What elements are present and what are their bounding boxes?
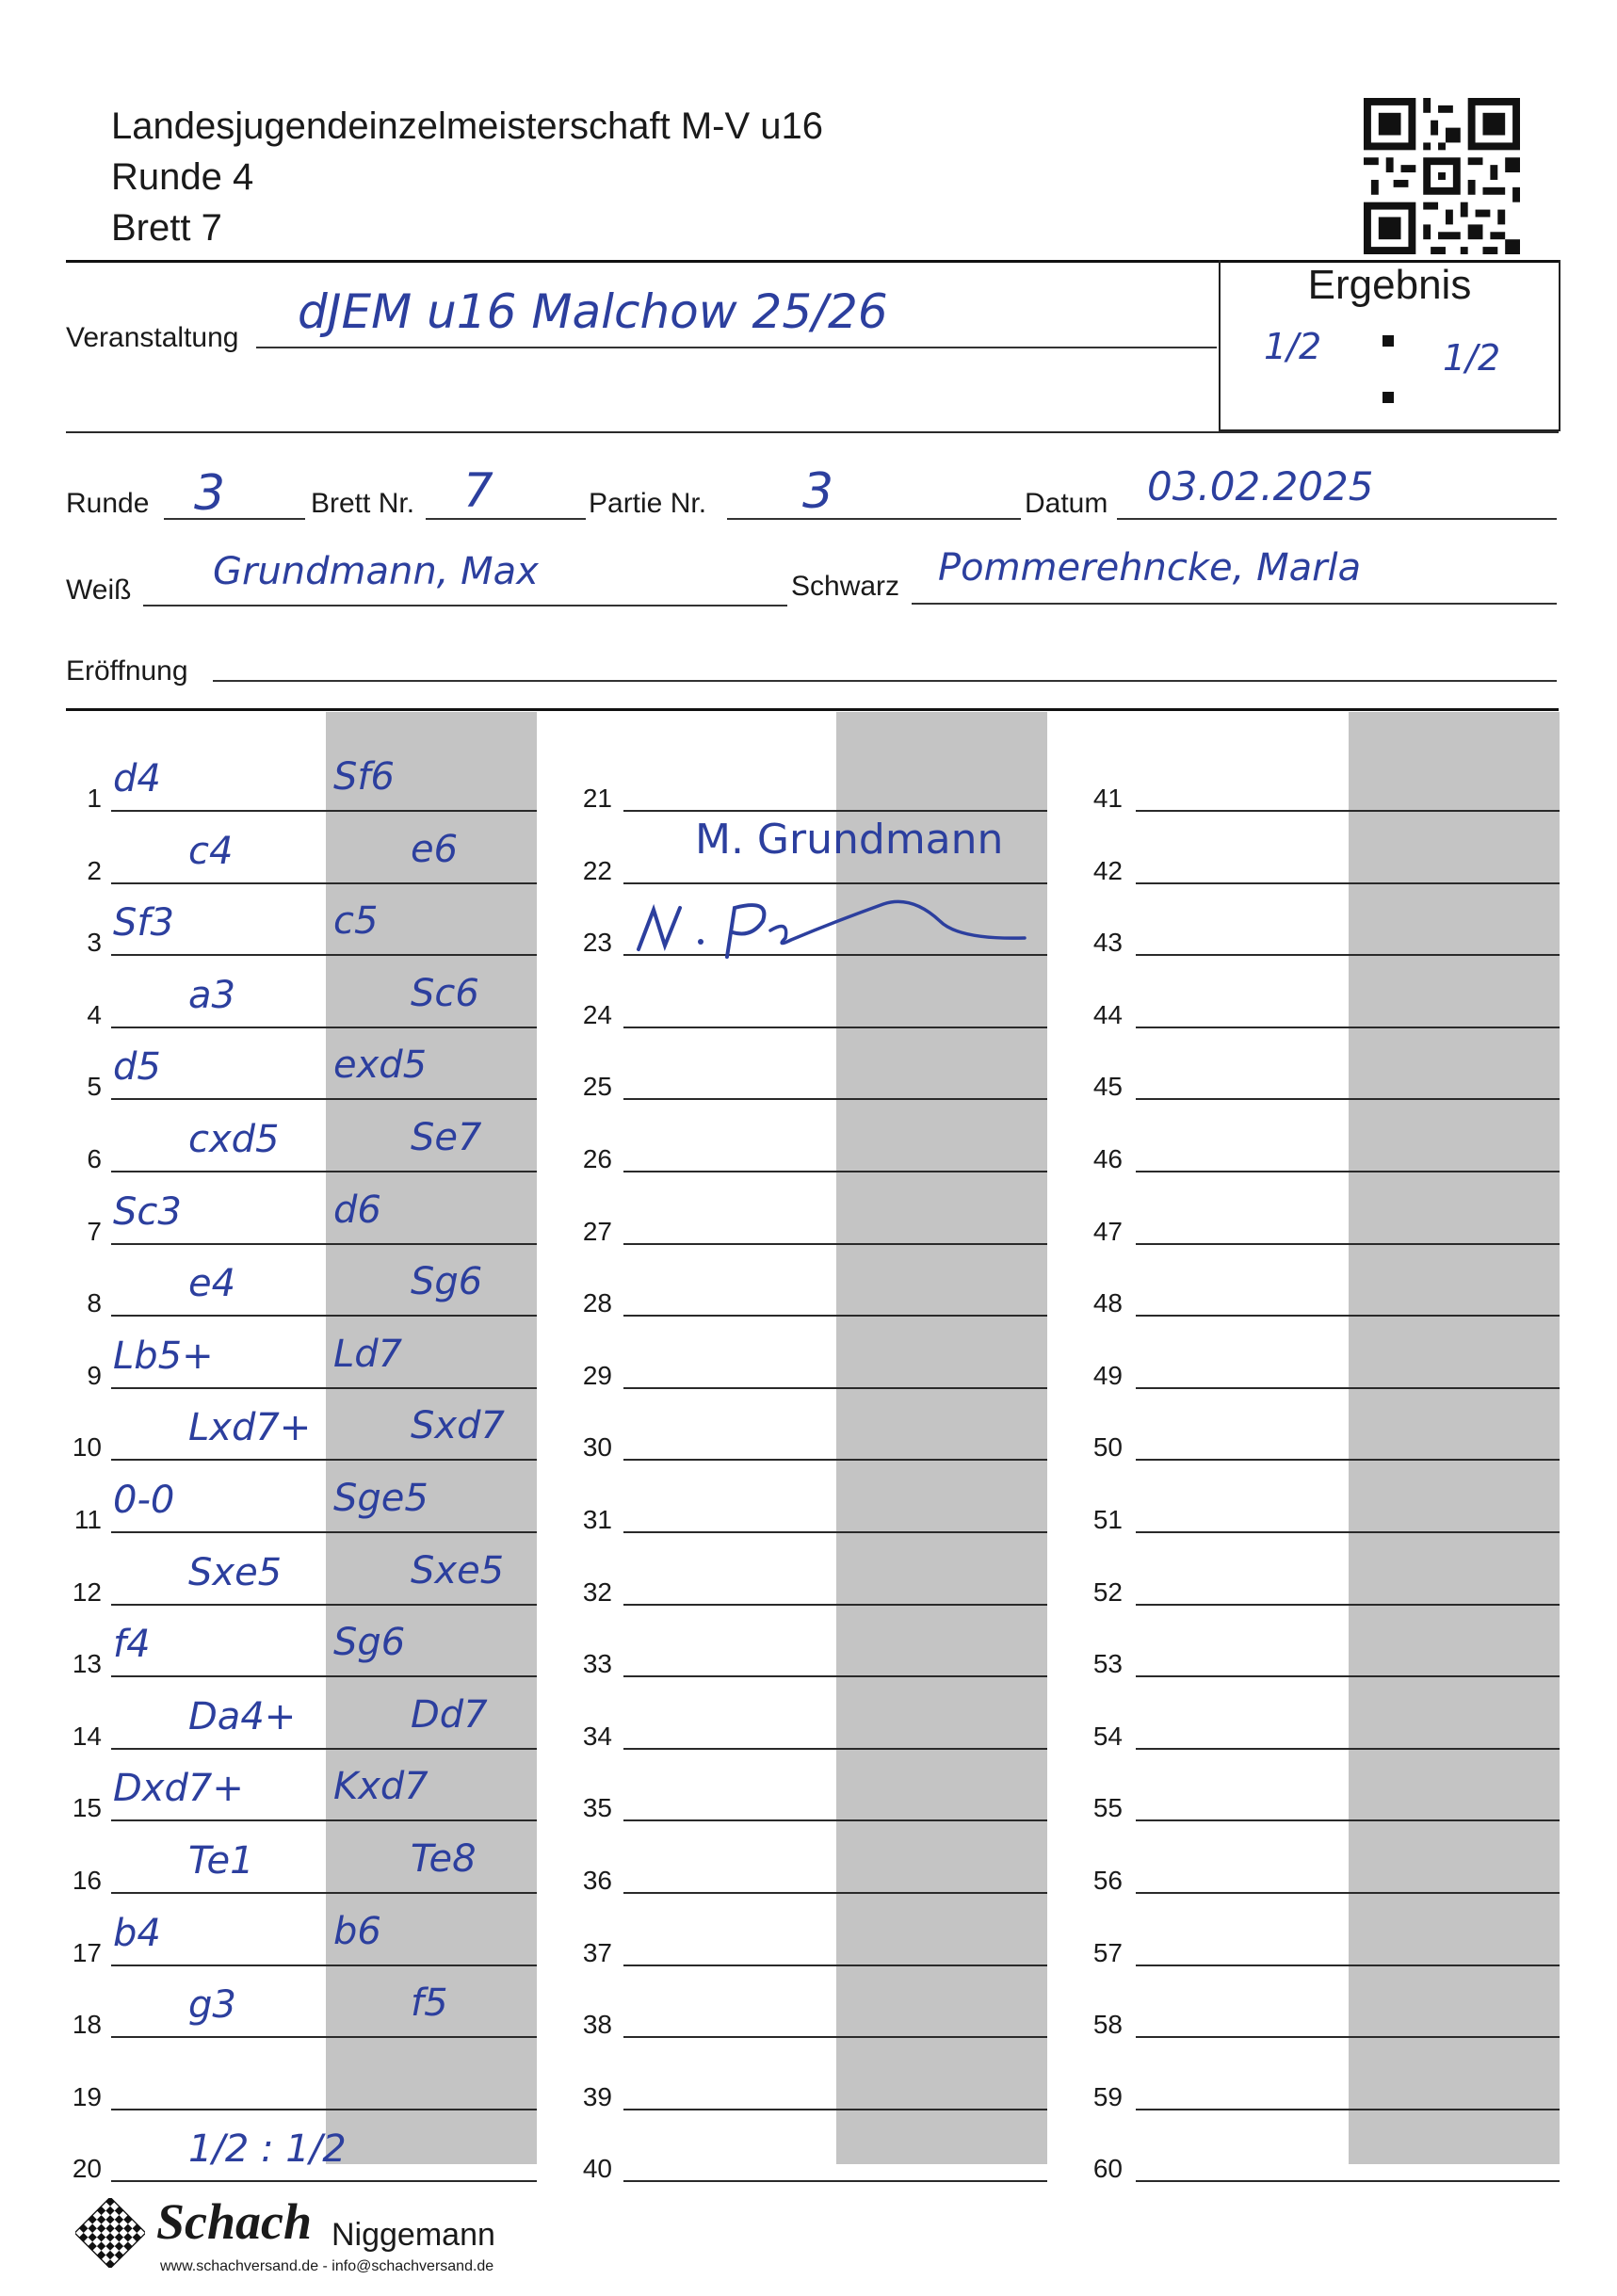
move-row-line[interactable] <box>111 1965 537 1966</box>
event-value: dJEM u16 Malchow 25/26 <box>298 284 888 339</box>
move-row-line[interactable] <box>623 810 1047 812</box>
move-row-line[interactable] <box>623 2109 1047 2110</box>
move-number: 20 <box>72 2154 102 2184</box>
white-move: e4 <box>188 1262 236 1306</box>
move-number: 19 <box>72 2081 102 2111</box>
game-field[interactable] <box>727 484 1021 520</box>
black-move: e6 <box>411 827 459 871</box>
white-move: g3 <box>188 1983 236 2028</box>
move-number: 15 <box>72 1793 102 1823</box>
move-row-line[interactable] <box>1136 1459 1560 1461</box>
move-row-line[interactable] <box>623 1892 1047 1894</box>
move-number: 45 <box>1092 1072 1123 1102</box>
move-row-line[interactable] <box>1136 1098 1560 1100</box>
move-number: 16 <box>72 1866 102 1895</box>
black-move: Sge5 <box>333 1477 429 1520</box>
black-value: Pommerehncke, Marla <box>938 546 1362 590</box>
black-move: Se7 <box>411 1116 482 1159</box>
move-number: 31 <box>582 1505 612 1534</box>
move-row-line[interactable] <box>623 1387 1047 1389</box>
move-row-line[interactable] <box>623 1675 1047 1677</box>
move-row-line[interactable] <box>111 1748 537 1750</box>
move-number: 59 <box>1092 2081 1123 2111</box>
move-number: 49 <box>1092 1360 1123 1390</box>
move-number: 56 <box>1092 1866 1123 1895</box>
round-heading: Runde 4 <box>111 156 254 198</box>
result-dot-lower <box>1383 392 1394 403</box>
move-row-line[interactable] <box>1136 1531 1560 1533</box>
move-number: 47 <box>1092 1216 1123 1246</box>
move-number: 58 <box>1092 2010 1123 2040</box>
move-number: 42 <box>1092 855 1123 885</box>
move-number: 27 <box>582 1216 612 1246</box>
black-move: Ld7 <box>333 1332 403 1376</box>
white-value: Grundmann, Max <box>213 550 539 593</box>
black-move: d6 <box>333 1188 381 1232</box>
move-number: 33 <box>582 1649 612 1679</box>
move-row-line[interactable] <box>111 2036 537 2038</box>
result-white: 1/2 <box>1264 326 1322 367</box>
move-row-line[interactable] <box>111 1027 537 1028</box>
move-row-line[interactable] <box>1136 954 1560 956</box>
move-row-line[interactable] <box>111 1098 537 1100</box>
white-move: cxd5 <box>188 1118 280 1161</box>
move-number: 2 <box>87 855 102 885</box>
move-number: 37 <box>582 1937 612 1967</box>
move-row-line[interactable] <box>1136 1027 1560 1028</box>
round-value: 3 <box>194 465 226 522</box>
move-number: 43 <box>1092 928 1123 958</box>
qr-code-icon <box>1364 98 1520 254</box>
move-row-line[interactable] <box>623 1819 1047 1821</box>
move-row-line[interactable] <box>111 1531 537 1533</box>
move-number: 54 <box>1092 1721 1123 1751</box>
move-number: 1 <box>87 784 102 813</box>
black-move: Sg6 <box>333 1621 406 1665</box>
signature <box>629 883 1034 968</box>
move-number: 57 <box>1092 1937 1123 1967</box>
move-number: 9 <box>87 1360 102 1390</box>
footer-brand-suffix: Niggemann <box>331 2217 495 2253</box>
move-number: 25 <box>582 1072 612 1102</box>
date-label: Datum <box>1025 488 1108 519</box>
move-number: 29 <box>582 1360 612 1390</box>
move-number: 34 <box>582 1721 612 1751</box>
move-number: 39 <box>582 2081 612 2111</box>
move-number: 55 <box>1092 1793 1123 1823</box>
move-row-line[interactable] <box>1136 1315 1560 1317</box>
result-box <box>1219 260 1560 431</box>
move-row-line[interactable] <box>1136 1675 1560 1677</box>
black-move: Sf6 <box>333 755 395 799</box>
white-move: Sxe5 <box>188 1550 283 1594</box>
white-move: Sc3 <box>113 1189 182 1234</box>
move-row-line[interactable] <box>623 1604 1047 1606</box>
move-row-line[interactable] <box>111 810 537 812</box>
black-move: Sc6 <box>411 971 479 1015</box>
black-move: Sxe5 <box>411 1548 505 1593</box>
move-number: 50 <box>1092 1432 1123 1463</box>
move-row-line[interactable] <box>1136 2180 1560 2182</box>
move-row-line[interactable] <box>1136 1748 1560 1750</box>
move-number: 6 <box>87 1144 102 1173</box>
black-move: c5 <box>333 899 379 944</box>
move-number: 35 <box>582 1793 612 1823</box>
move-number: 28 <box>582 1288 612 1318</box>
move-row-line[interactable] <box>1136 2036 1560 2038</box>
white-move: 0-0 <box>113 1479 175 1522</box>
move-number: 3 <box>87 928 102 958</box>
white-label: Weiß <box>66 574 132 606</box>
move-row-line[interactable] <box>111 2109 537 2110</box>
move-row-line[interactable] <box>1136 1604 1560 1606</box>
round-label: Runde <box>66 488 150 519</box>
move-number: 13 <box>72 1649 102 1679</box>
white-move: f4 <box>113 1623 151 1667</box>
move-number: 21 <box>582 784 612 813</box>
move-row-line[interactable] <box>623 1459 1047 1461</box>
move-row-line[interactable] <box>1136 1892 1560 1894</box>
opening-field[interactable] <box>213 650 1557 682</box>
move-row-line[interactable] <box>623 1171 1047 1172</box>
move-number: 17 <box>72 1937 102 1967</box>
move-row-line[interactable] <box>1136 1171 1560 1172</box>
move-row-line[interactable] <box>111 1892 537 1894</box>
white-move: Dxd7+ <box>113 1767 244 1811</box>
move-row-line[interactable] <box>623 1315 1047 1317</box>
move-row-line[interactable] <box>1136 1819 1560 1821</box>
move-row-line[interactable] <box>111 1315 537 1317</box>
move-number: 44 <box>1092 999 1123 1029</box>
white-move: Te1 <box>188 1839 254 1883</box>
result-dot-upper <box>1383 335 1394 347</box>
move-number: 7 <box>87 1216 102 1246</box>
move-number: 14 <box>72 1721 102 1751</box>
move-number: 22 <box>582 855 612 885</box>
move-row-line[interactable] <box>623 1098 1047 1100</box>
move-row-line[interactable] <box>1136 1965 1560 1966</box>
move-row-line[interactable] <box>623 2036 1047 2038</box>
move-row-line[interactable] <box>623 1748 1047 1750</box>
move-number: 46 <box>1092 1144 1123 1173</box>
move-row-line[interactable] <box>111 2180 537 2182</box>
move-row-line[interactable] <box>111 1171 537 1172</box>
white-move: Lb5+ <box>113 1334 214 1378</box>
move-number: 36 <box>582 1866 612 1895</box>
board-value: 7 <box>463 463 493 518</box>
chessboard-logo-icon <box>75 2198 145 2268</box>
event-title: Landesjugendeinzelmeisterschaft M-V u16 <box>111 105 823 147</box>
move-number: 5 <box>87 1072 102 1102</box>
move-number: 53 <box>1092 1649 1123 1679</box>
white-move: Da4+ <box>188 1694 297 1738</box>
white-move: d4 <box>113 757 161 800</box>
black-move: Sxd7 <box>411 1404 505 1448</box>
footer-contact: www.schachversand.de - info@schachversand.de <box>160 2258 494 2274</box>
white-move: b4 <box>113 1911 161 1955</box>
move-row-line[interactable] <box>1136 810 1560 812</box>
move-row-line[interactable] <box>111 1675 537 1677</box>
move-row-line[interactable] <box>623 1243 1047 1245</box>
move-number: 10 <box>72 1432 102 1463</box>
move-number: 11 <box>73 1505 102 1534</box>
move-row-line[interactable] <box>111 882 537 884</box>
black-move: f5 <box>411 1981 448 2026</box>
result-black: 1/2 <box>1443 337 1501 379</box>
move-number: 52 <box>1092 1576 1123 1607</box>
event-label: Veranstaltung <box>66 322 239 353</box>
date-value: 03.02.2025 <box>1147 463 1374 509</box>
white-move: d5 <box>113 1045 161 1090</box>
move-row-line[interactable] <box>111 1459 537 1461</box>
move-number: 12 <box>72 1576 102 1607</box>
move-row-line[interactable] <box>111 1819 537 1821</box>
black-label: Schwarz <box>791 571 900 602</box>
move-row-line[interactable] <box>623 1027 1047 1028</box>
board-heading: Brett 7 <box>111 207 222 249</box>
move-row-line[interactable] <box>623 1965 1047 1966</box>
move-row-line[interactable] <box>1136 1243 1560 1245</box>
result-label: Ergebnis <box>1307 262 1472 308</box>
game-label: Partie Nr. <box>589 488 707 519</box>
white-move: Sf3 <box>113 901 174 946</box>
black-move: Dd7 <box>411 1692 488 1737</box>
white-move: c4 <box>188 829 234 873</box>
move-row-line[interactable] <box>111 1243 537 1245</box>
move-row-line[interactable] <box>111 1604 537 1606</box>
move-number: 41 <box>1092 784 1123 813</box>
move-row-line[interactable] <box>623 2180 1047 2182</box>
move-number: 26 <box>582 1144 612 1173</box>
footer-brand: Schach <box>156 2193 313 2250</box>
black-move: b6 <box>333 1909 381 1953</box>
round-field[interactable] <box>164 484 305 520</box>
opening-label: Eröffnung <box>66 655 188 687</box>
move-row-line[interactable] <box>111 954 537 956</box>
white-move: a3 <box>188 973 235 1017</box>
move-number: 48 <box>1092 1288 1123 1318</box>
black-column-shade-3 <box>1349 712 1560 2164</box>
move-number: 30 <box>582 1432 612 1463</box>
move-number: 40 <box>582 2154 612 2184</box>
move-row-line[interactable] <box>1136 1387 1560 1389</box>
player-name-handwritten: M. Grundmann <box>695 816 1004 864</box>
black-move: Sg6 <box>411 1260 483 1304</box>
white-move: 1/2 : 1/2 <box>188 2127 347 2172</box>
move-number: 51 <box>1092 1505 1123 1534</box>
move-number: 23 <box>582 928 612 958</box>
event-divider <box>66 431 1559 433</box>
scoresheet-divider <box>66 708 1559 711</box>
move-number: 60 <box>1092 2154 1123 2184</box>
move-row-line[interactable] <box>1136 2109 1560 2110</box>
move-number: 38 <box>582 2010 612 2040</box>
black-move: Kxd7 <box>333 1765 429 1809</box>
white-move: Lxd7+ <box>188 1406 312 1450</box>
game-value: 3 <box>802 463 834 520</box>
move-number: 24 <box>582 999 612 1029</box>
board-label: Brett Nr. <box>311 488 415 519</box>
move-row-line[interactable] <box>623 1531 1047 1533</box>
board-field[interactable] <box>426 484 586 520</box>
move-number: 8 <box>87 1288 102 1318</box>
move-number: 18 <box>72 2010 102 2040</box>
move-row-line[interactable] <box>1136 882 1560 884</box>
move-row-line[interactable] <box>111 1387 537 1389</box>
move-number: 32 <box>582 1576 612 1607</box>
black-move: exd5 <box>333 1043 428 1088</box>
move-number: 4 <box>87 999 102 1029</box>
black-move: Te8 <box>411 1837 477 1881</box>
